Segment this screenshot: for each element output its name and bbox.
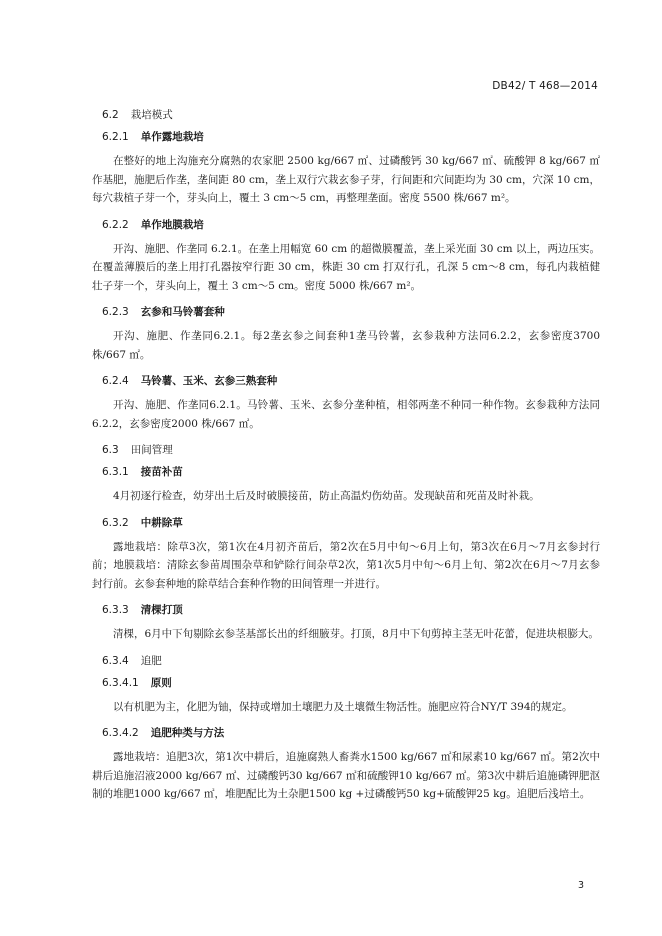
section-title: 玄参和马铃薯套种 <box>140 306 225 318</box>
heading-6-2-1 <box>92 130 600 144</box>
heading-6-2-2 <box>92 218 600 232</box>
heading-6-3-3 <box>92 603 600 617</box>
section-number: 6.2.3 <box>102 306 129 318</box>
section-title: 单作地膜栽培 <box>140 218 204 231</box>
heading-6-2 <box>92 108 600 122</box>
section-number: 6.3.4.1 <box>102 676 139 689</box>
section-number: 6.2.2 <box>102 218 129 231</box>
section-title: 接苗补苗 <box>140 466 183 478</box>
section-title: 原则 <box>150 676 172 689</box>
standard-code: DB42/ T 468—2014 <box>492 80 598 92</box>
section-title: 追肥种类与方法 <box>150 727 225 739</box>
section-number: 6.3 <box>102 444 119 456</box>
section-number: 6.2.4 <box>102 375 129 387</box>
paragraph-6-3-3: 清棵，6月中下旬剔除玄参茎基部长出的纤细腋芽。打顶，8月中下旬剪掉主茎无叶花蕾，促进块根膨大。 <box>113 628 599 640</box>
section-title: 马铃薯、玉米、玄参三熟套种 <box>140 375 278 387</box>
paragraph-6-3-4-2: 露地栽培：追肥3次，第1次中耕后，追施腐熟人畜粪水1500 kg/667 ㎡和尿素10 kg/667 ㎡。第2次中耕后追施沼液2000 kg/667 ㎡、过磷酸钙30 kg/667 ㎡和硫酸钾10 kg/667 ㎡。第3次中耕后追施磷钾肥沤制的堆肥1000 kg/667 ㎡，堆肥配比为土杂肥1500 kg +过磷酸钙50 kg+硫酸钾25 kg。追肥后浅培土。 <box>92 751 600 800</box>
section-title: 栽培模式 <box>130 109 173 121</box>
paragraph-6-3-1: 4月初逐行检查，幼芽出土后及时破膜接苗，防止高温灼伤幼苗。发现缺苗和死苗及时补栽。 <box>113 490 540 502</box>
section-number: 6.3.4.2 <box>102 727 139 739</box>
section-number: 6.3.2 <box>102 516 129 529</box>
heading-6-3-4 <box>92 654 600 668</box>
page-number: 3 <box>577 880 584 891</box>
section-title: 单作露地栽培 <box>140 131 204 143</box>
section-number: 6.2.1 <box>102 131 129 143</box>
heading-6-3-2 <box>92 516 600 530</box>
section-number: 6.3.3 <box>102 604 129 616</box>
paragraph-6-3-2: 露地栽培：除草3次，第1次在4月初齐苗后，第2次在5月中旬～6月上旬，第3次在6月～7月玄参封行前；地膜栽培：清除玄参苗周围杂草和铲除行间杂草2次，第1次5月中旬～6月上旬、第2次在6月～7月玄参封行前。玄参套种地的除草结合套种作物的田间管理一并进行。 <box>92 540 600 590</box>
section-number: 6.3.4 <box>102 654 129 667</box>
section-number: 6.2 <box>102 109 119 121</box>
paragraph-6-2-3: 开沟、施肥、作垄同6.2.1。每2垄玄参之间套种1垄马铃薯，玄参栽种方法同6.2.2，玄参密度3700株/667 ㎡。 <box>92 330 600 361</box>
heading-6-2-3 <box>92 305 600 319</box>
paragraph-6-2-1: 在整好的地上沟施充分腐熟的农家肥 2500 kg/667 ㎡、过磷酸钙 30 kg/667 ㎡、硫酸钾 8 kg/667 ㎡作基肥，施肥后作垄，垄间距 80 cm，垄上双行穴栽玄参子芽，行间距和穴间距均为 30 cm，穴深 10 cm，每穴栽植子芽一个，芽头向上，覆土 3 cm～5 cm，再整理垄面。密度 5500 株/667 m²。 <box>92 155 600 204</box>
section-title: 追肥 <box>140 654 162 667</box>
section-title: 中耕除草 <box>140 516 183 529</box>
heading-6-2-4 <box>92 374 600 388</box>
heading-6-3 <box>92 443 600 457</box>
section-title: 清棵打顶 <box>140 604 183 616</box>
paragraph-6-2-4: 开沟、施肥、作垄同6.2.1。马铃薯、玉米、玄参分垄种植，相邻两垄不种同一种作物。玄参栽种方法同6.2.2，玄参密度2000 株/667 ㎡。 <box>92 399 600 430</box>
section-title: 田间管理 <box>130 444 173 456</box>
paragraph-6-2-2: 开沟、施肥、作垄同 6.2.1。在垄上用幅宽 60 cm 的超微膜覆盖，垄上采光面 30 cm 以上，两边压实。在覆盖薄膜后的垄上用打孔器按窄行距 30 cm，株距 30 cm 打双行孔，孔深 5 cm～8 cm，每孔内栽植健壮子芽一个，芽头向上，覆土 3 cm～5 cm。密度 5000 株/667 m²。 <box>92 242 600 292</box>
document-body <box>92 108 600 804</box>
paragraph-6-3-4-1: 以有机肥为主，化肥为铀，保持或增加土壤肥力及土壤微生物活性。施肥应符合NY/T 394的规定。 <box>113 700 573 713</box>
heading-6-3-4-2 <box>92 726 600 740</box>
section-number: 6.3.1 <box>102 466 129 478</box>
heading-6-3-1 <box>92 465 600 479</box>
heading-6-3-4-1 <box>92 676 600 690</box>
